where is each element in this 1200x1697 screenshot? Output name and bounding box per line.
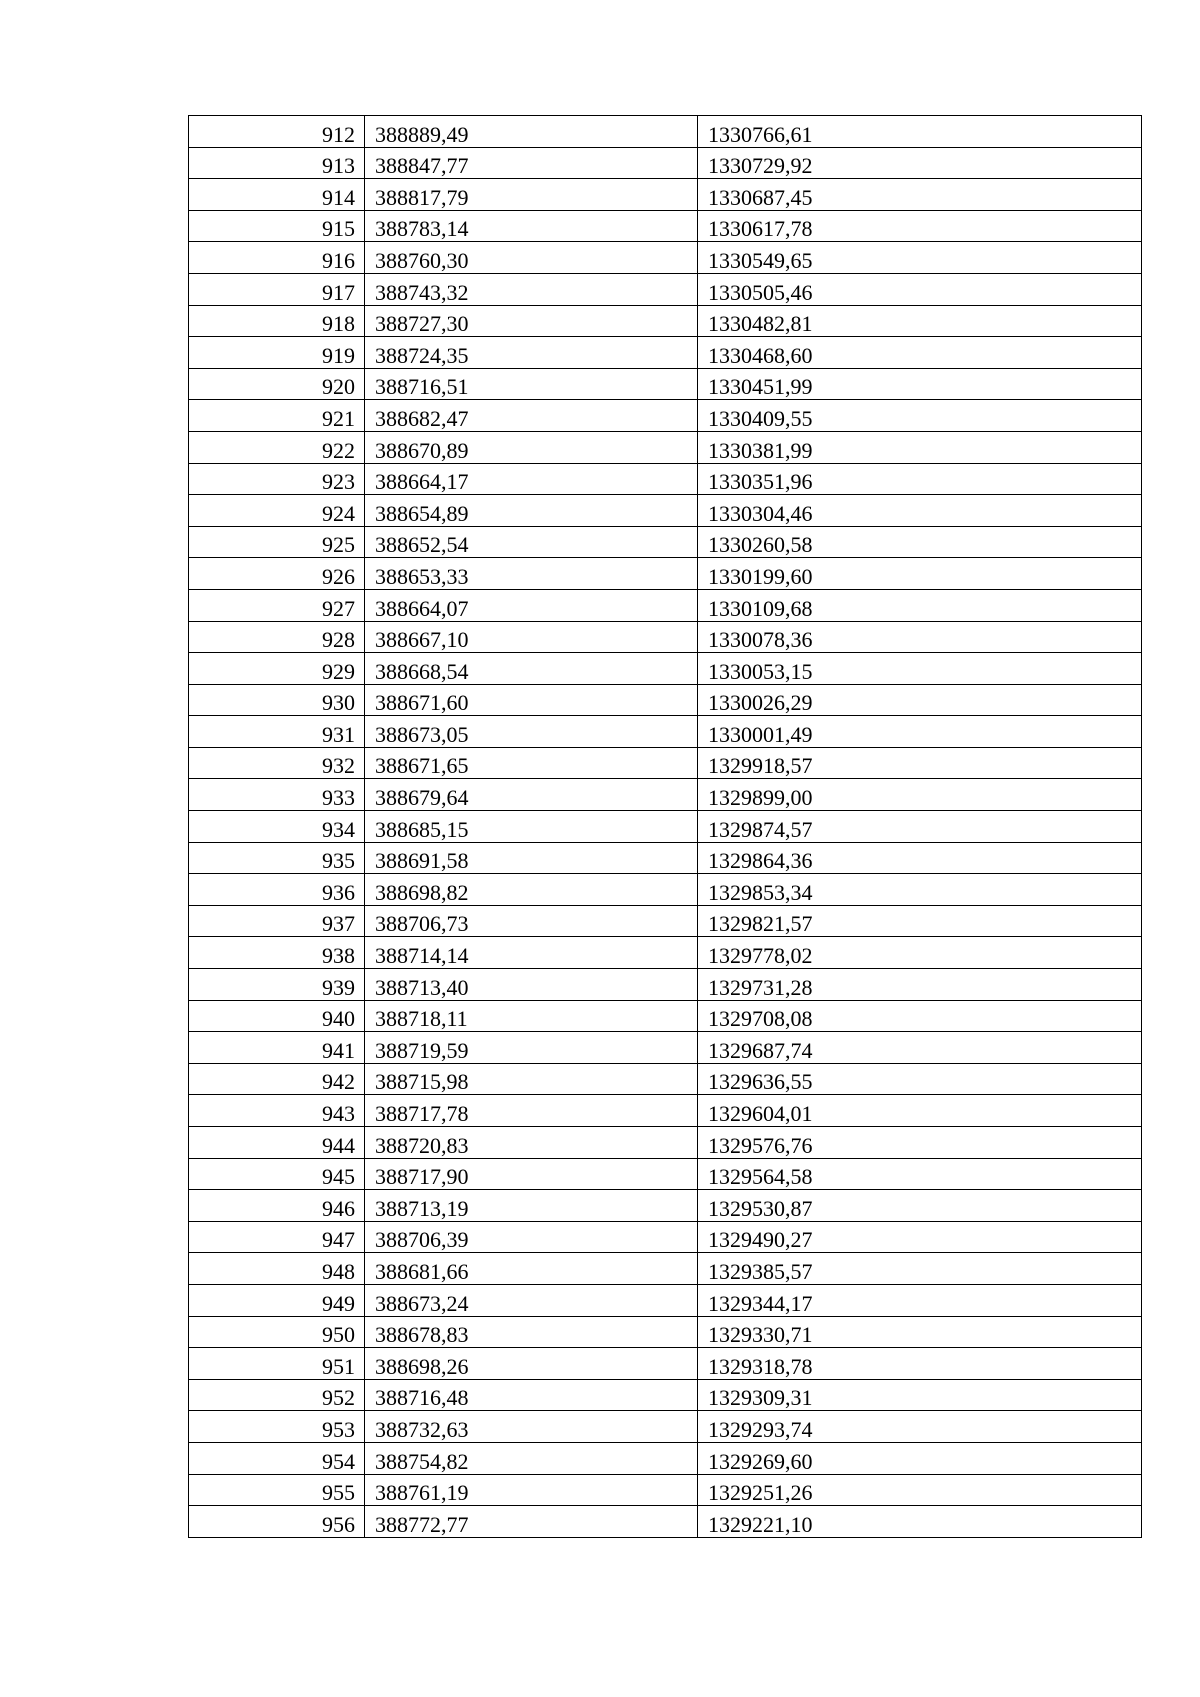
x-coordinate-cell: 388706,73 xyxy=(365,905,698,937)
table-row xyxy=(189,210,1142,242)
point-number-cell: 914 xyxy=(189,179,365,211)
table-row xyxy=(189,431,1142,463)
point-number-cell: 917 xyxy=(189,273,365,305)
y-coordinate-cell: 1330351,96 xyxy=(698,463,1142,495)
x-coordinate-cell: 388714,14 xyxy=(365,937,698,969)
x-coordinate-cell: 388761,19 xyxy=(365,1474,698,1506)
point-number-cell: 940 xyxy=(189,1000,365,1032)
table-row xyxy=(189,937,1142,969)
y-coordinate-cell: 1329576,76 xyxy=(698,1127,1142,1159)
x-coordinate-cell: 388678,83 xyxy=(365,1316,698,1348)
coordinates-table xyxy=(188,115,1142,1538)
y-coordinate-cell: 1330409,55 xyxy=(698,400,1142,432)
x-coordinate-cell: 388671,60 xyxy=(365,684,698,716)
x-coordinate-cell: 388706,39 xyxy=(365,1221,698,1253)
point-number-cell: 944 xyxy=(189,1127,365,1159)
table-row xyxy=(189,1316,1142,1348)
x-coordinate-cell: 388772,77 xyxy=(365,1506,698,1538)
y-coordinate-cell: 1329251,26 xyxy=(698,1474,1142,1506)
point-number-cell: 927 xyxy=(189,589,365,621)
point-number-cell: 925 xyxy=(189,526,365,558)
point-number-cell: 953 xyxy=(189,1411,365,1443)
table-row xyxy=(189,1221,1142,1253)
table-row xyxy=(189,811,1142,843)
y-coordinate-cell: 1330482,81 xyxy=(698,305,1142,337)
point-number-cell: 915 xyxy=(189,210,365,242)
y-coordinate-cell: 1330026,29 xyxy=(698,684,1142,716)
point-number-cell: 935 xyxy=(189,842,365,874)
point-number-cell: 934 xyxy=(189,811,365,843)
y-coordinate-cell: 1329636,55 xyxy=(698,1063,1142,1095)
table-row xyxy=(189,526,1142,558)
x-coordinate-cell: 388673,24 xyxy=(365,1284,698,1316)
table-row xyxy=(189,1442,1142,1474)
x-coordinate-cell: 388847,77 xyxy=(365,147,698,179)
x-coordinate-cell: 388727,30 xyxy=(365,305,698,337)
y-coordinate-cell: 1329918,57 xyxy=(698,747,1142,779)
y-coordinate-cell: 1330617,78 xyxy=(698,210,1142,242)
x-coordinate-cell: 388716,51 xyxy=(365,368,698,400)
point-number-cell: 939 xyxy=(189,969,365,1001)
x-coordinate-cell: 388671,65 xyxy=(365,747,698,779)
point-number-cell: 945 xyxy=(189,1158,365,1190)
y-coordinate-cell: 1329899,00 xyxy=(698,779,1142,811)
point-number-cell: 930 xyxy=(189,684,365,716)
table-row xyxy=(189,874,1142,906)
y-coordinate-cell: 1329309,31 xyxy=(698,1379,1142,1411)
table-row xyxy=(189,273,1142,305)
table-row xyxy=(189,463,1142,495)
point-number-cell: 948 xyxy=(189,1253,365,1285)
table-row xyxy=(189,147,1142,179)
x-coordinate-cell: 388664,07 xyxy=(365,589,698,621)
table-row xyxy=(189,1379,1142,1411)
table-row xyxy=(189,1474,1142,1506)
y-coordinate-cell: 1329687,74 xyxy=(698,1032,1142,1064)
table-row xyxy=(189,621,1142,653)
y-coordinate-cell: 1330078,36 xyxy=(698,621,1142,653)
x-coordinate-cell: 388718,11 xyxy=(365,1000,698,1032)
y-coordinate-cell: 1330001,49 xyxy=(698,716,1142,748)
x-coordinate-cell: 388654,89 xyxy=(365,495,698,527)
y-coordinate-cell: 1329385,57 xyxy=(698,1253,1142,1285)
table-row xyxy=(189,589,1142,621)
table-row xyxy=(189,905,1142,937)
y-coordinate-cell: 1330260,58 xyxy=(698,526,1142,558)
table-row xyxy=(189,1000,1142,1032)
point-number-cell: 933 xyxy=(189,779,365,811)
table-row xyxy=(189,653,1142,685)
table-row xyxy=(189,969,1142,1001)
x-coordinate-cell: 388698,26 xyxy=(365,1348,698,1380)
point-number-cell: 912 xyxy=(189,116,365,148)
x-coordinate-cell: 388716,48 xyxy=(365,1379,698,1411)
point-number-cell: 920 xyxy=(189,368,365,400)
table-row xyxy=(189,337,1142,369)
y-coordinate-cell: 1329874,57 xyxy=(698,811,1142,843)
x-coordinate-cell: 388698,82 xyxy=(365,874,698,906)
point-number-cell: 950 xyxy=(189,1316,365,1348)
x-coordinate-cell: 388685,15 xyxy=(365,811,698,843)
x-coordinate-cell: 388715,98 xyxy=(365,1063,698,1095)
point-number-cell: 922 xyxy=(189,431,365,463)
point-number-cell: 942 xyxy=(189,1063,365,1095)
point-number-cell: 919 xyxy=(189,337,365,369)
x-coordinate-cell: 388817,79 xyxy=(365,179,698,211)
table-row xyxy=(189,1158,1142,1190)
point-number-cell: 926 xyxy=(189,558,365,590)
y-coordinate-cell: 1329490,27 xyxy=(698,1221,1142,1253)
point-number-cell: 951 xyxy=(189,1348,365,1380)
y-coordinate-cell: 1329708,08 xyxy=(698,1000,1142,1032)
x-coordinate-cell: 388783,14 xyxy=(365,210,698,242)
x-coordinate-cell: 388754,82 xyxy=(365,1442,698,1474)
table-row xyxy=(189,305,1142,337)
point-number-cell: 932 xyxy=(189,747,365,779)
point-number-cell: 946 xyxy=(189,1190,365,1222)
x-coordinate-cell: 388664,17 xyxy=(365,463,698,495)
table-row xyxy=(189,747,1142,779)
point-number-cell: 952 xyxy=(189,1379,365,1411)
x-coordinate-cell: 388679,64 xyxy=(365,779,698,811)
table-row xyxy=(189,400,1142,432)
x-coordinate-cell: 388668,54 xyxy=(365,653,698,685)
point-number-cell: 956 xyxy=(189,1506,365,1538)
point-number-cell: 941 xyxy=(189,1032,365,1064)
x-coordinate-cell: 388732,63 xyxy=(365,1411,698,1443)
x-coordinate-cell: 388670,89 xyxy=(365,431,698,463)
table-row xyxy=(189,1127,1142,1159)
y-coordinate-cell: 1330053,15 xyxy=(698,653,1142,685)
x-coordinate-cell: 388673,05 xyxy=(365,716,698,748)
table-row xyxy=(189,1284,1142,1316)
y-coordinate-cell: 1329604,01 xyxy=(698,1095,1142,1127)
point-number-cell: 918 xyxy=(189,305,365,337)
table-row xyxy=(189,558,1142,590)
point-number-cell: 949 xyxy=(189,1284,365,1316)
table-row xyxy=(189,779,1142,811)
y-coordinate-cell: 1330451,99 xyxy=(698,368,1142,400)
point-number-cell: 954 xyxy=(189,1442,365,1474)
point-number-cell: 928 xyxy=(189,621,365,653)
point-number-cell: 923 xyxy=(189,463,365,495)
y-coordinate-cell: 1330199,60 xyxy=(698,558,1142,590)
y-coordinate-cell: 1329778,02 xyxy=(698,937,1142,969)
x-coordinate-cell: 388681,66 xyxy=(365,1253,698,1285)
y-coordinate-cell: 1330304,46 xyxy=(698,495,1142,527)
x-coordinate-cell: 388713,19 xyxy=(365,1190,698,1222)
point-number-cell: 924 xyxy=(189,495,365,527)
y-coordinate-cell: 1330549,65 xyxy=(698,242,1142,274)
table-row xyxy=(189,684,1142,716)
table-row xyxy=(189,179,1142,211)
table-row xyxy=(189,1348,1142,1380)
point-number-cell: 916 xyxy=(189,242,365,274)
x-coordinate-cell: 388743,32 xyxy=(365,273,698,305)
y-coordinate-cell: 1329269,60 xyxy=(698,1442,1142,1474)
y-coordinate-cell: 1329318,78 xyxy=(698,1348,1142,1380)
x-coordinate-cell: 388717,78 xyxy=(365,1095,698,1127)
table-row xyxy=(189,1095,1142,1127)
table-row xyxy=(189,495,1142,527)
x-coordinate-cell: 388667,10 xyxy=(365,621,698,653)
table-row xyxy=(189,1411,1142,1443)
y-coordinate-cell: 1330729,92 xyxy=(698,147,1142,179)
table-row xyxy=(189,842,1142,874)
y-coordinate-cell: 1329731,28 xyxy=(698,969,1142,1001)
y-coordinate-cell: 1329330,71 xyxy=(698,1316,1142,1348)
point-number-cell: 931 xyxy=(189,716,365,748)
point-number-cell: 943 xyxy=(189,1095,365,1127)
point-number-cell: 947 xyxy=(189,1221,365,1253)
y-coordinate-cell: 1330687,45 xyxy=(698,179,1142,211)
x-coordinate-cell: 388653,33 xyxy=(365,558,698,590)
y-coordinate-cell: 1330468,60 xyxy=(698,337,1142,369)
y-coordinate-cell: 1330766,61 xyxy=(698,116,1142,148)
y-coordinate-cell: 1329221,10 xyxy=(698,1506,1142,1538)
x-coordinate-cell: 388720,83 xyxy=(365,1127,698,1159)
y-coordinate-cell: 1329564,58 xyxy=(698,1158,1142,1190)
table-row xyxy=(189,242,1142,274)
x-coordinate-cell: 388719,59 xyxy=(365,1032,698,1064)
table-row xyxy=(189,716,1142,748)
x-coordinate-cell: 388889,49 xyxy=(365,116,698,148)
point-number-cell: 913 xyxy=(189,147,365,179)
point-number-cell: 938 xyxy=(189,937,365,969)
point-number-cell: 929 xyxy=(189,653,365,685)
x-coordinate-cell: 388691,58 xyxy=(365,842,698,874)
y-coordinate-cell: 1329853,34 xyxy=(698,874,1142,906)
point-number-cell: 937 xyxy=(189,905,365,937)
table-row xyxy=(189,1032,1142,1064)
table-row xyxy=(189,1253,1142,1285)
y-coordinate-cell: 1330109,68 xyxy=(698,589,1142,621)
table-row xyxy=(189,1190,1142,1222)
table-row xyxy=(189,1506,1142,1538)
table-row xyxy=(189,116,1142,148)
y-coordinate-cell: 1330381,99 xyxy=(698,431,1142,463)
y-coordinate-cell: 1329821,57 xyxy=(698,905,1142,937)
x-coordinate-cell: 388717,90 xyxy=(365,1158,698,1190)
table-row xyxy=(189,368,1142,400)
x-coordinate-cell: 388652,54 xyxy=(365,526,698,558)
y-coordinate-cell: 1329864,36 xyxy=(698,842,1142,874)
y-coordinate-cell: 1330505,46 xyxy=(698,273,1142,305)
x-coordinate-cell: 388682,47 xyxy=(365,400,698,432)
x-coordinate-cell: 388760,30 xyxy=(365,242,698,274)
point-number-cell: 955 xyxy=(189,1474,365,1506)
y-coordinate-cell: 1329344,17 xyxy=(698,1284,1142,1316)
table-row xyxy=(189,1063,1142,1095)
point-number-cell: 921 xyxy=(189,400,365,432)
y-coordinate-cell: 1329530,87 xyxy=(698,1190,1142,1222)
x-coordinate-cell: 388713,40 xyxy=(365,969,698,1001)
x-coordinate-cell: 388724,35 xyxy=(365,337,698,369)
y-coordinate-cell: 1329293,74 xyxy=(698,1411,1142,1443)
point-number-cell: 936 xyxy=(189,874,365,906)
coordinates-table-body xyxy=(189,116,1142,1538)
